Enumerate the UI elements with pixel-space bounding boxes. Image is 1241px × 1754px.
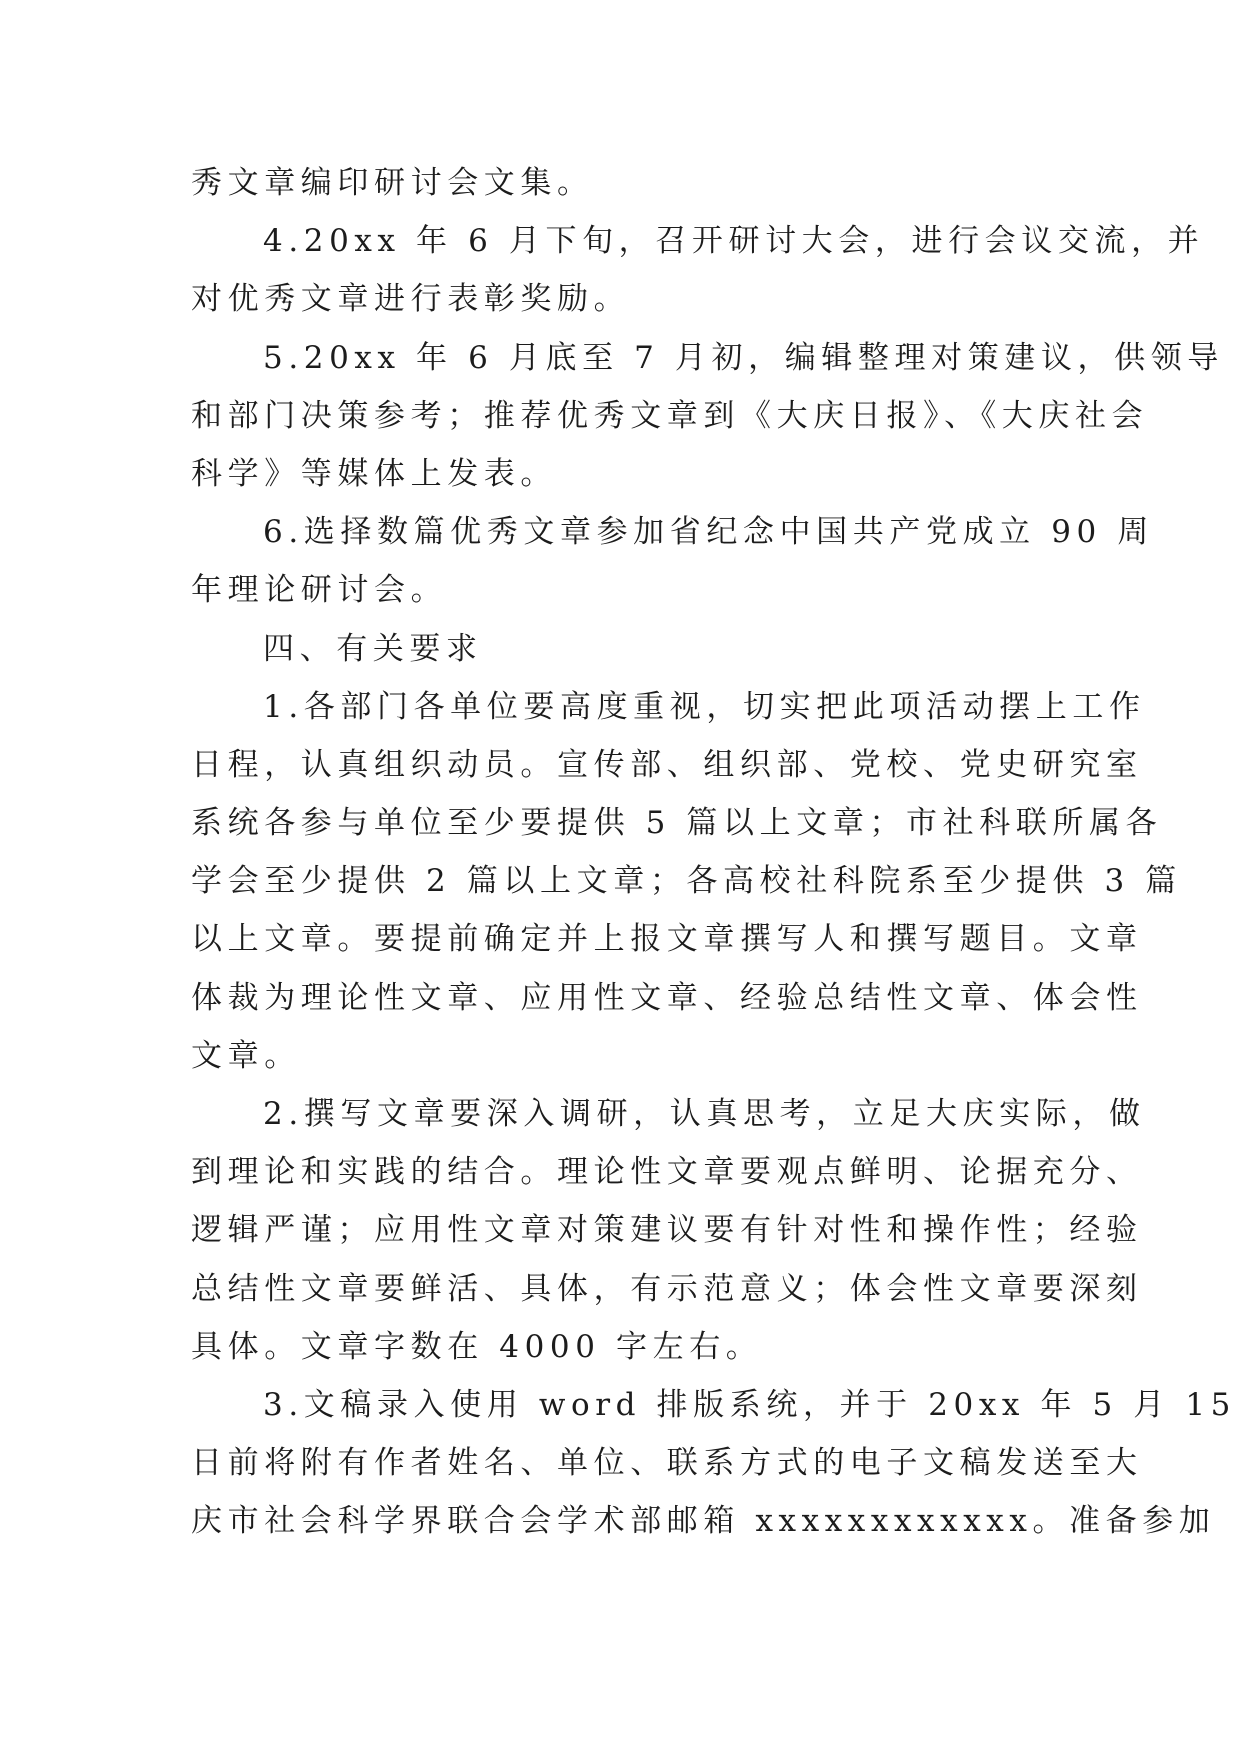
text-line: 日程，认真组织动员。宣传部、组织部、党校、党史研究室 (191, 746, 1143, 783)
text-line: 秀文章编印研讨会文集。 (191, 165, 594, 201)
text-line: 6.选择数篇优秀文章参加省纪念中国共产党成立 90 周 (263, 514, 1154, 551)
text-line: 5.20xx 年 6 月底至 7 月初，编辑整理对策建议，供领导 (263, 339, 1224, 376)
text-line: 具体。文章字数在 4000 字左右。 (191, 1328, 763, 1365)
text-line: 体裁为理论性文章、应用性文章、经验总结性文章、体会性 (191, 979, 1143, 1016)
document-body (191, 154, 1236, 1551)
text-line: 系统各参与单位至少要提供 5 篇以上文章；市社科联所属各 (191, 805, 1163, 842)
text-line: 4.20xx 年 6 月下旬，召开研讨大会，进行会议交流，并 (263, 223, 1205, 260)
text-line: 1.各部门各单位要高度重视，切实把此项活动摆上工作 (263, 688, 1146, 725)
text-line: 学会至少提供 2 篇以上文章；各高校社科院系至少提供 3 篇 (191, 863, 1182, 900)
text-line: 科学》等媒体上发表。 (191, 455, 557, 492)
text-line: 以上文章。要提前确定并上报文章撰写人和撰写题目。文章 (191, 921, 1143, 958)
text-line: 庆市社会科学界联合会学术部邮箱 xxxxxxxxxxxx。准备参加 (191, 1503, 1216, 1540)
text-line: 逻辑严谨；应用性文章对策建议要有针对性和操作性；经验 (191, 1212, 1143, 1249)
text-line: 年理论研讨会。 (191, 572, 448, 609)
text-line: 2.撰写文章要深入调研，认真思考，立足大庆实际，做 (263, 1096, 1146, 1132)
text-line: 对优秀文章进行表彰奖励。 (191, 281, 631, 318)
text-line: 日前将附有作者姓名、单位、联系方式的电子文稿发送至大 (191, 1445, 1143, 1482)
text-line: 和部门决策参考；推荐优秀文章到《大庆日报》、《大庆社会 (191, 397, 1149, 434)
text-line: 四、有关要求 (263, 630, 483, 667)
text-line: 文章。 (191, 1037, 301, 1074)
text-line: 总结性文章要鲜活、具体，有示范意义；体会性文章要深刻 (191, 1270, 1143, 1307)
text-line: 到理论和实践的结合。理论性文章要观点鲜明、论据充分、 (191, 1154, 1143, 1191)
text-line: 3.文稿录入使用 word 排版系统，并于 20xx 年 5 月 15 (263, 1386, 1236, 1423)
